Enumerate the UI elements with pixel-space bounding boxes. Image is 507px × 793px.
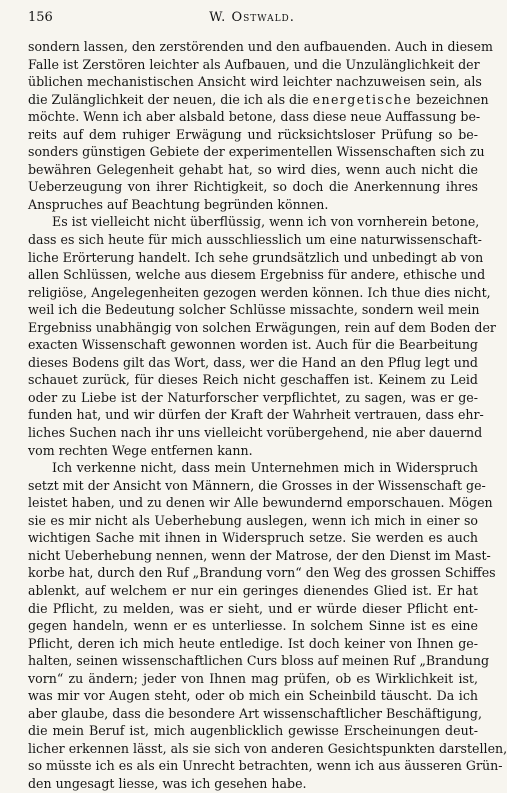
text-line: was mir vor Augen steht, oder ob mich ein Scheinbild täuscht. Da ich <box>28 688 478 704</box>
text-line: so müsste ich es als ein Unrecht betrachten, wenn ich aus äusseren Grün- <box>28 758 503 774</box>
text-line: liche Erörterung handelt. Ich sehe grundsätzlich und unbedingt ab von <box>28 249 484 265</box>
text-line: sie es mir nicht als Ueberhebung auslegen, wenn ich mich in einer so <box>28 512 478 528</box>
page-header <box>28 10 476 32</box>
text-line: licher erkennen lässt, als sie sich von anderen Gesichtspunkten darstellen, <box>28 740 507 756</box>
text-line: bewähren Gelegenheit gehabt hat, so wird dies, wenn auch nicht die <box>28 161 478 177</box>
page-number: 156 <box>28 10 53 25</box>
text-line: nicht Ueberhebung nennen, wenn der Matrose, der den Dienst im Mast- <box>28 547 491 563</box>
text-line: exacten Wissenschaft gewonnen worden ist. Auch für die Bearbeitung <box>28 337 478 353</box>
text-line: möchte. Wenn ich aber alsbald betone, dass diese neue Auffassung be- <box>28 109 481 125</box>
text-line: wichtigen Sache mit ihnen in Widerspruch setze. Sie werden es auch <box>28 530 478 546</box>
text-line: oder zu Liebe ist der Naturforscher verpflichtet, zu sagen, was er ge- <box>28 389 478 405</box>
text-line: vom rechten Wege entfernen kann. <box>28 442 253 458</box>
text-line: vorn“ zu ändern; jeder von Ihnen mag prüfen, ob es Wirklichkeit ist, <box>28 670 478 686</box>
text-line: allen Schlüssen, welche aus diesem Ergebniss für andere, ethische und <box>28 267 486 283</box>
text-line: dieses Bodens gilt das Wort, dass, wer die Hand an den Pflug legt und <box>28 354 478 370</box>
text-line: Ich verkenne nicht, dass mein Unternehmen mich in Widerspruch <box>52 460 478 476</box>
text-line: setzt mit der Ansicht von Männern, die Grosses in der Wissenschaft ge- <box>28 477 486 493</box>
running-head: W. Ostwald. <box>209 10 295 25</box>
text-line: weil ich die Bedeutung solcher Schlüsse missachte, sondern weil mein <box>28 302 480 318</box>
text-line: gegen handeln, wenn er es unterliesse. In solchem Sinne ist es eine <box>28 618 478 634</box>
text-line: aber glaube, dass die besondere Art wissenschaftlicher Beschäftigung, <box>28 705 482 721</box>
text-line: sonders günstigen Gebiete der experimentellen Wissenschaften sich zu <box>28 144 485 160</box>
text-line: liches Suchen nach ihr uns vielleicht vorübergehend, nie aber dauernd <box>28 425 483 441</box>
text-line: Ueberzeugung von ihrer Richtigkeit, so doch die Anerkennung ihres <box>28 179 478 195</box>
text-line: korbe hat, durch den Ruf „Brandung vorn“ den Weg des grossen Schiffes <box>28 565 496 581</box>
text-line: ablenkt, auf welchem er nur ein geringes dienendes Glied ist. Er hat <box>28 582 478 598</box>
text-line: schauet zurück, für dieses Reich nicht geschaffen ist. Keinem zu Leid <box>28 372 478 388</box>
text-line: die Pflicht, zu melden, was er sieht, und er würde dieser Pflicht ent- <box>28 600 478 616</box>
text-line: Pflicht, deren ich mich heute entledige. Ist doch keiner von Ihnen ge- <box>28 635 478 651</box>
text-line: Falle ist Zerstören leichter als Aufbauen, und die Unzulänglichkeit der <box>28 56 480 72</box>
text-line: Es ist vielleicht nicht überflüssig, wenn ich von vornherein betone, <box>52 214 480 230</box>
text-line: den ungesagt liesse, was ich gesehen habe. <box>28 775 307 791</box>
text-line: leistet haben, und zu denen wir Alle bewundernd emporschauen. Mögen <box>28 495 493 511</box>
text-line: die Zulänglichkeit der neuen, die ich als die energetische bezeichnen <box>28 91 489 107</box>
text-line: religiöse, Angelegenheiten gezogen werden können. Ich thue dies nicht, <box>28 284 491 300</box>
text-line: die mein Beruf ist, mich augenblicklich gewisse Erscheinungen deut- <box>28 723 478 739</box>
text-line: üblichen mechanistischen Ansicht wird leichter nachzuweisen sein, als <box>28 74 482 90</box>
text-line: reits auf dem ruhiger Erwägung und rücksichtsloser Prüfung so be- <box>28 126 478 142</box>
text-line: funden hat, und wir dürfen der Kraft der Wahrheit vertrauen, dass ehr- <box>28 407 484 423</box>
text-line: halten, seinen wissenschaftlichen Curs bloss auf meinen Ruf „Brandung <box>28 653 490 669</box>
text-line: dass es sich heute für mich ausschliesslich um eine naturwissenschaft- <box>28 232 482 248</box>
text-line: Anspruches auf Beachtung begründen können. <box>28 196 329 212</box>
body-text <box>28 38 507 793</box>
text-line: Ergebniss unabhängig von solchen Erwägungen, rein auf dem Boden der <box>28 319 496 335</box>
text-line: sondern lassen, den zerstörenden und den aufbauenden. Auch in diesem <box>28 39 493 54</box>
